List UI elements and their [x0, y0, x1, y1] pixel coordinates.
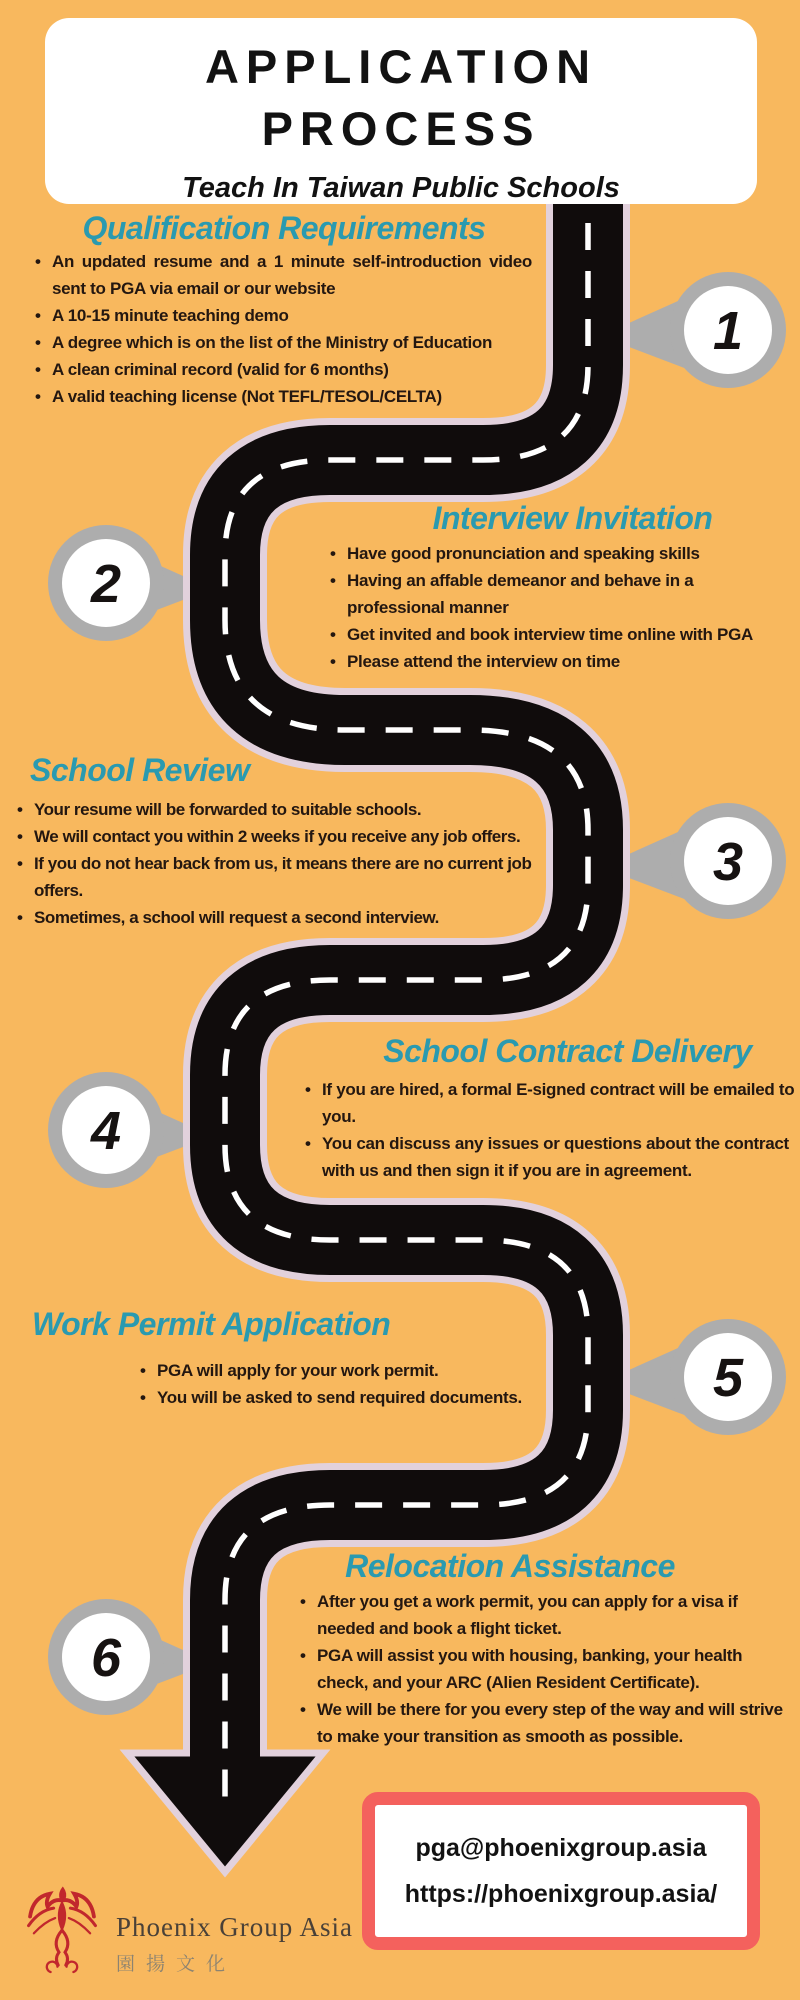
bullet-item: • We will contact you within 2 weeks if you receive any job offers.: [12, 823, 560, 850]
bullet-item: • If you are hired, a formal E-signed contract will be emailed to you.: [300, 1076, 798, 1130]
bullet-item: • Your resume will be forwarded to suitable schools.: [12, 796, 560, 823]
step-4-heading: School Contract Delivery: [383, 1033, 752, 1069]
road-arrow-head-icon: [127, 1753, 323, 1872]
company-name-block: [116, 1912, 353, 1984]
bullet-item: • A valid teaching license (Not TEFL/TESOL/CELTA): [30, 383, 532, 410]
step-6-bullets: [295, 1588, 785, 1750]
bullet-item: • You will be asked to send required documents.: [135, 1384, 555, 1411]
contact-email-link[interactable]: pga@phoenixgroup.asia: [415, 1833, 707, 1862]
contact-card: [362, 1792, 760, 1950]
step-6-heading: Relocation Assistance: [345, 1548, 675, 1584]
step-number: 1: [712, 301, 744, 361]
phoenix-bird-icon: [24, 1884, 100, 1984]
bullet-item: • PGA will assist you with housing, banking, your health check, and your ARC (Alien Resident Certificate).: [295, 1642, 785, 1696]
step-2-heading: Interview Invitation: [432, 500, 713, 536]
step-1-heading: Qualification Requirements: [82, 210, 486, 246]
step-number: 3: [712, 832, 744, 892]
step-number: 4: [90, 1101, 122, 1161]
bullet-item: • An updated resume and a 1 minute self-introduction video sent to PGA via email or our website: [30, 248, 532, 302]
bullet-item: • Sometimes, a school will request a second interview.: [12, 904, 560, 931]
title-line-1: APPLICATION: [204, 40, 598, 93]
bullet-item: • You can discuss any issues or questions about the contract with us and then sign it if you are in agreement.: [300, 1130, 798, 1184]
bullet-item: • A 10-15 minute teaching demo: [30, 302, 532, 329]
bullet-item: • Get invited and book interview time online with PGA: [325, 621, 795, 648]
title-line-2: PROCESS: [261, 102, 541, 155]
step-number: 6: [90, 1628, 122, 1688]
step-number: 2: [90, 554, 122, 614]
bullet-item: • We will be there for you every step of the way and will strive to make your transition as smooth as possible.: [295, 1696, 785, 1750]
step-4-bullets: [300, 1076, 798, 1184]
bullet-item: • Please attend the interview on time: [325, 648, 795, 675]
step-number: 5: [712, 1348, 744, 1408]
company-name: Phoenix Group Asia: [116, 1912, 353, 1942]
contact-website-link[interactable]: https://phoenixgroup.asia/: [404, 1879, 718, 1908]
bullet-item: • If you do not hear back from us, it means there are no current job offers.: [12, 850, 560, 904]
bullet-item: • After you get a work permit, you can apply for a visa if needed and book a flight ticket.: [295, 1588, 785, 1642]
bullet-item: • A clean criminal record (valid for 6 months): [30, 356, 532, 383]
bullet-item: • Having an affable demeanor and behave in a professional manner: [325, 567, 795, 621]
step-3-bullets: [12, 796, 560, 931]
bullet-item: • Have good pronunciation and speaking skills: [325, 540, 795, 567]
company-logo: [24, 1884, 353, 1984]
step-5-heading: Work Permit Application: [32, 1306, 391, 1342]
company-name-cjk: 園揚文化: [116, 1954, 237, 1975]
step-2-bullets: [325, 540, 795, 675]
bullet-item: • A degree which is on the list of the Ministry of Education: [30, 329, 532, 356]
step-1-bullets: [30, 248, 532, 410]
title-subtitle: Teach In Taiwan Public Schools: [182, 172, 620, 204]
bullet-item: • PGA will apply for your work permit.: [135, 1357, 555, 1384]
step-5-bullets: [135, 1357, 555, 1411]
step-3-heading: School Review: [30, 752, 250, 788]
title-card: [45, 18, 757, 204]
